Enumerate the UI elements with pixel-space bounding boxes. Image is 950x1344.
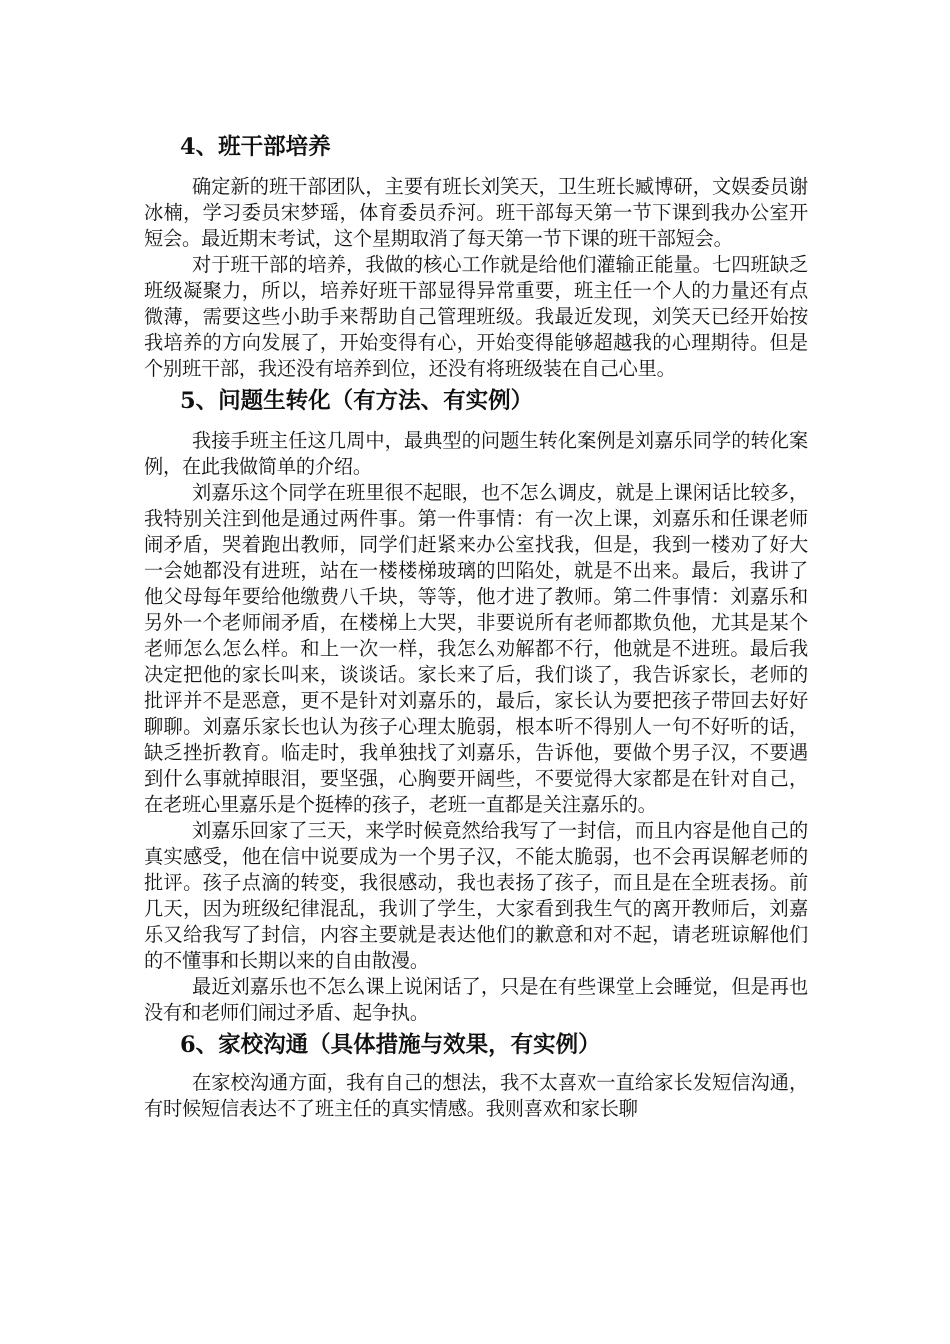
paragraph: 刘嘉乐这个同学在班里很不起眼，也不怎么调皮，就是上课闲话比较多，我特别关注到他是通过两件事。第一件事情：有一次上课，刘嘉乐和任课老师闹矛盾，哭着跑出教师，同学们赶紧来办公室找我，但是，我到一楼劝了好大一会她都没有进班，站在一楼楼梯玻璃的凹陷处，就是不出来。最后，我讲了他父母每年要给他缴费八千块，等等，他才进了教师。第二件事情：刘嘉乐和另外一个老师闹矛盾，在楼梯上大哭，非要说所有老师都欺负他，尤其是某个老师怎么怎么样。和上一次一样，我怎么劝解都不行，他就是不进班。最后我决定把他的家长叫来，谈谈话。家长来了后，我们谈了，我告诉家长，老师的批评并不是恶意，更不是针对刘嘉乐的，最后，家长认为要把孩子带回去好好聊聊。刘嘉乐家长也认为孩子心理太脆弱，根本听不得别人一句不好听的话，缺乏挫折教育。临走时，我单独找了刘嘉乐，告诉他，要做个男子汉，不要遇到什么事就掉眼泪，要坚强，心胸要开阔些，不要觉得大家都是在针对自己，在老班心里嘉乐是个挺棒的孩子，老班一直都是关注嘉乐的。 <box>144 481 808 816</box>
section-heading-class-cadre-training: 4、班干部培养 <box>180 134 331 160</box>
document-body <box>144 132 808 1122</box>
paragraph: 确定新的班干部团队，主要有班长刘笑天，卫生班长臧博研，文娱委员谢冰楠，学习委员宋梦瑶，体育委员乔河。班干部每天第一节下课到我办公室开短会。最近期末考试，这个星期取消了每天第一节下课的班干部短会。 <box>144 175 808 250</box>
paragraph: 在家校沟通方面，我有自己的想法，我不太喜欢一直给家长发短信沟通，有时候短信表达不了班主任的真实情感。我则喜欢和家长聊 <box>144 1071 808 1120</box>
paragraph: 对于班干部的培养，我做的核心工作就是给他们灌输正能量。七四班缺乏班级凝聚力，所以，培养好班干部显得异常重要，班主任一个人的力量还有点微薄，需要这些小助手来帮助自己管理班级。我最近发现，刘笑天已经开始按我培养的方向发展了，开始变得有心，开始变得能够超越我的心理期待。但是个别班干部，我还没有培养到位，还没有将班级装在自己心里。 <box>144 253 808 380</box>
section-heading-home-school-communication: 6、家校沟通（具体措施与效果，有实例） <box>180 1032 601 1058</box>
section-heading-problem-student-transformation: 5、问题生转化（有方法、有实例） <box>180 388 534 414</box>
paragraph: 刘嘉乐回家了三天，来学时候竟然给我写了一封信，而且内容是他自己的真实感受，他在信中说要成为一个男子汉，不能太脆弱，也不会再误解老师的批评。孩子点滴的转变，我很感动，我也表扬了孩子，而且是在全班表扬。前几天，因为班级纪律混乱，我训了学生，大家看到我生气的离开教师后，刘嘉乐又给我写了封信，内容主要就是表达他们的歉意和对不起，请老班谅解他们的不懂事和长期以来的自由散漫。 <box>144 819 808 972</box>
paragraph: 我接手班主任这几周中，最典型的问题生转化案例是刘嘉乐同学的转化案例，在此我做简单的介绍。 <box>144 429 808 478</box>
paragraph: 最近刘嘉乐也不怎么课上说闲话了，只是在有些课堂上会睡觉，但是再也没有和老师们闹过矛盾、起争执。 <box>144 975 808 1024</box>
